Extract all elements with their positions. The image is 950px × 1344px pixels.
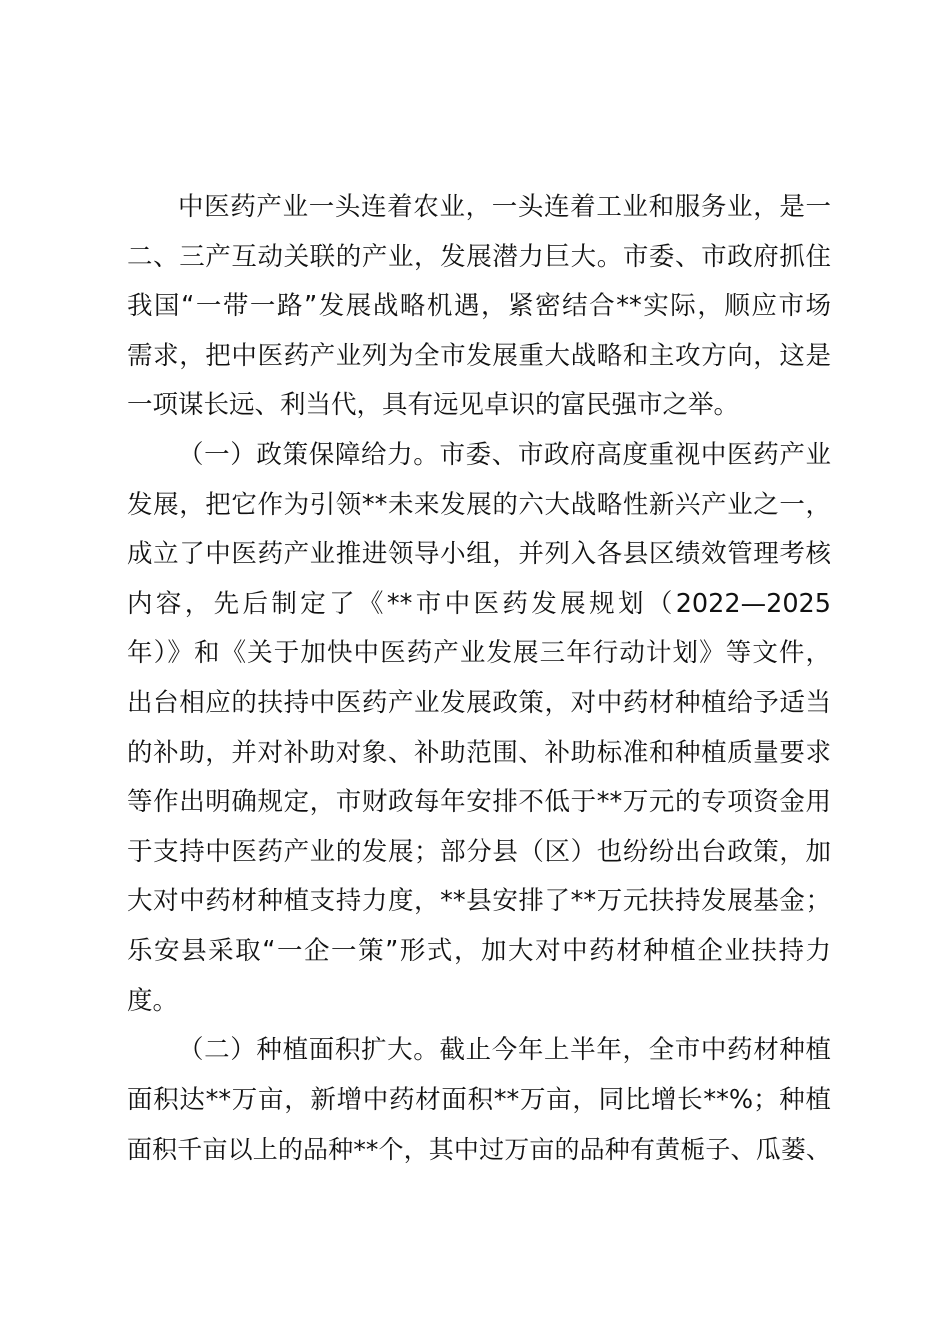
text-line: 出台相应的扶持中医药产业发展政策，对中药材种植给予适当	[127, 687, 831, 718]
text-line: 大对中药材种植支持力度，**县安排了**万元扶持发展基金；	[127, 886, 831, 917]
text-line: 发展，把它作为引领**未来发展的六大战略性新兴产业之一，	[127, 489, 831, 520]
text-line: 于支持中医药产业的发展；部分县（区）也纷纷出台政策，加	[127, 836, 831, 867]
text-line: 二、三产互动关联的产业，发展潜力巨大。市委、市政府抓住	[127, 241, 831, 272]
text-line: 内容，先后制定了《**市中医药发展规划（2022—2025	[127, 588, 831, 619]
text-line: 我国“一带一路”发展战略机遇，紧密结合**实际，顺应市场	[127, 291, 831, 322]
text-line: 成立了中医药产业推进领导小组，并列入各县区绩效管理考核	[127, 539, 831, 570]
text-line: 一项谋长远、利当代，具有远见卓识的富民强市之举。	[127, 390, 740, 421]
text-line: 中医药产业一头连着农业，一头连着工业和服务业，是一	[178, 192, 831, 222]
text-line: 年）》和《关于加快中医药产业发展三年行动计划》等文件，	[127, 638, 831, 669]
text-line: （二）种植面积扩大。截止今年上半年，全市中药材种植	[178, 1035, 831, 1066]
paragraph-intro	[127, 183, 831, 431]
document-body	[127, 183, 831, 1175]
text-line: 等作出明确规定，市财政每年安排不低于**万元的专项资金用	[127, 787, 831, 818]
text-line: 需求，把中医药产业列为全市发展重大战略和主攻方向，这是	[127, 340, 831, 371]
text-line: 面积达**万亩，新增中药材面积**万亩，同比增长**%；种植	[127, 1084, 831, 1115]
paragraph-planting-area	[127, 1026, 831, 1175]
text-line: 乐安县采取“一企一策”形式，加大对中药材种植企业扶持力	[127, 935, 831, 966]
paragraph-policy	[127, 431, 831, 1026]
text-line: 的补助，并对补助对象、补助范围、补助标准和种植质量要求	[127, 737, 831, 768]
text-line: 度。	[127, 985, 179, 1016]
text-line: 面积千亩以上的品种**个，其中过万亩的品种有黄栀子、瓜蒌、	[127, 1135, 831, 1165]
text-line: （一）政策保障给力。市委、市政府高度重视中医药产业	[178, 439, 831, 470]
